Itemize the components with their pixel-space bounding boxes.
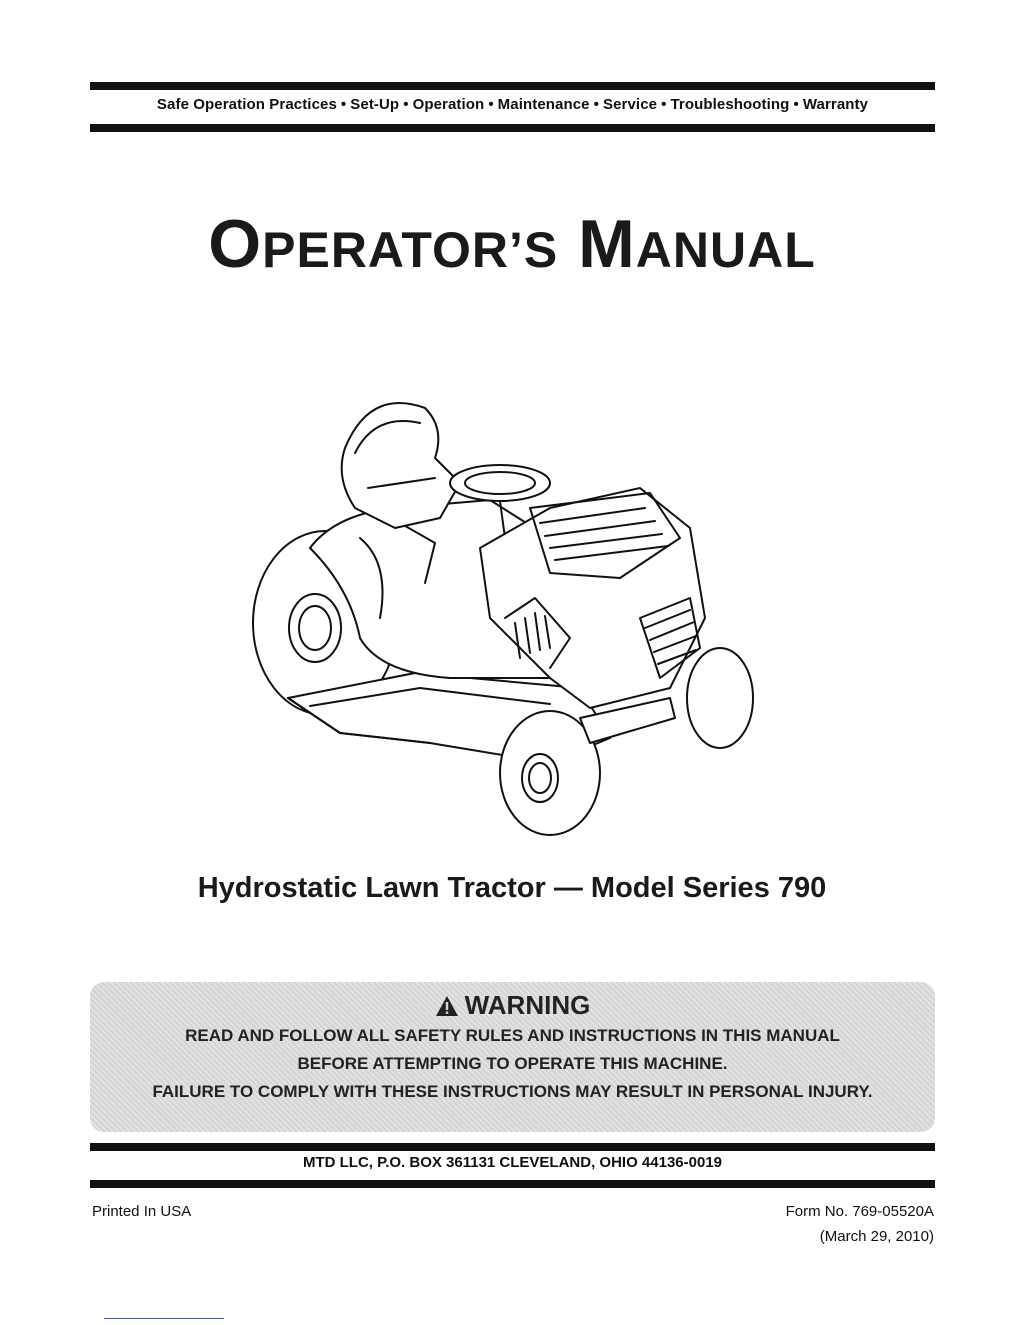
model-subtitle: Hydrostatic Lawn Tractor — Model Series 790: [197, 872, 827, 904]
warning-triangle-icon: [435, 995, 459, 1017]
printed-in: Printed In USA: [92, 1203, 192, 1220]
warning-line-2: BEFORE ATTEMPTING TO OPERATE THIS MACHINE.: [297, 1054, 728, 1073]
form-number: Form No. 769-05520A: [785, 1203, 934, 1220]
footer-bottom-rule: [90, 1180, 935, 1188]
manufacturer-address-line: MTD LLC, P.O. BOX 361131 CLEVELAND, OHIO 44136-0019: [302, 1154, 723, 1171]
separator: •: [661, 96, 667, 113]
warning-heading: [90, 990, 935, 1021]
section-troubleshooting: Troubleshooting: [670, 96, 790, 113]
warning-heading-text: WARNING: [464, 990, 591, 1020]
section-service: Service: [603, 96, 658, 113]
title-initial-m: M: [578, 206, 636, 282]
separator: •: [488, 96, 494, 113]
top-rule: [90, 82, 935, 90]
separator: •: [793, 96, 799, 113]
section-setup: Set-Up: [350, 96, 400, 113]
lawn-tractor-illustration: [250, 388, 770, 848]
bottom-link-line: [104, 1318, 224, 1319]
header-bottom-rule: [90, 124, 935, 132]
title-initial-o: O: [208, 206, 263, 282]
separator: •: [593, 96, 599, 113]
separator: •: [340, 96, 347, 113]
warning-line-1: READ AND FOLLOW ALL SAFETY RULES AND INSTRUCTIONS IN THIS MANUAL: [185, 1026, 840, 1045]
section-safe-operation: Safe Operation Practices: [156, 96, 337, 113]
warning-box: [90, 982, 935, 1132]
title-word-manual: ANUAL: [635, 222, 816, 278]
footer-top-rule: [90, 1143, 935, 1151]
section-warranty: Warranty: [802, 96, 869, 113]
section-maintenance: Maintenance: [497, 96, 590, 113]
title-word-operators: PERATOR’S: [262, 222, 559, 278]
section-list: [90, 96, 935, 113]
form-date: (March 29, 2010): [819, 1228, 934, 1245]
page-title: [0, 205, 1024, 283]
separator: •: [403, 96, 409, 113]
section-operation: Operation: [412, 96, 485, 113]
warning-line-3: FAILURE TO COMPLY WITH THESE INSTRUCTIONS MAY RESULT IN PERSONAL INJURY.: [152, 1082, 873, 1101]
